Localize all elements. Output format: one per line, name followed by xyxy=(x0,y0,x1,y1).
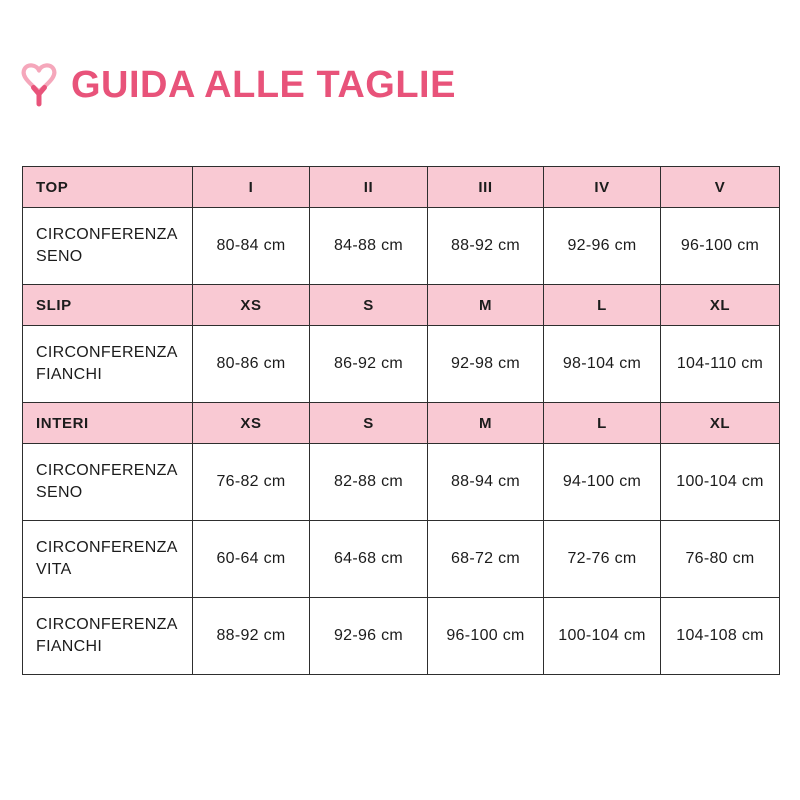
measurement-value-cell: 68-72 cm xyxy=(428,521,544,598)
size-column-header: II xyxy=(310,167,428,208)
measurement-value-cell: 92-98 cm xyxy=(428,326,544,403)
measurement-value-cell: 100-104 cm xyxy=(544,598,661,675)
measurement-row xyxy=(23,521,780,598)
measurement-value-cell: 88-92 cm xyxy=(428,208,544,285)
measurement-value-cell: 94-100 cm xyxy=(544,444,661,521)
section-title-cell: TOP xyxy=(23,167,193,208)
size-column-header: S xyxy=(310,285,428,326)
measurement-value-cell: 104-110 cm xyxy=(661,326,780,403)
measurement-value-cell: 88-94 cm xyxy=(428,444,544,521)
measurement-value-cell: 92-96 cm xyxy=(310,598,428,675)
measurement-value-cell: 92-96 cm xyxy=(544,208,661,285)
heart-y-logo-icon xyxy=(20,60,58,110)
section-title-cell: SLIP xyxy=(23,285,193,326)
measurement-row xyxy=(23,444,780,521)
measurement-value-cell: 76-80 cm xyxy=(661,521,780,598)
size-column-header: S xyxy=(310,403,428,444)
measurement-value-cell: 82-88 cm xyxy=(310,444,428,521)
size-guide-table-body xyxy=(23,167,780,675)
section-header-row xyxy=(23,403,780,444)
section-header-row xyxy=(23,285,780,326)
measurement-value-cell: 96-100 cm xyxy=(661,208,780,285)
measurement-value-cell: 84-88 cm xyxy=(310,208,428,285)
measurement-value-cell: 64-68 cm xyxy=(310,521,428,598)
section-header-row xyxy=(23,167,780,208)
measurement-value-cell: 80-84 cm xyxy=(193,208,310,285)
size-column-header: III xyxy=(428,167,544,208)
size-column-header: M xyxy=(428,285,544,326)
size-column-header: L xyxy=(544,403,661,444)
measurement-value-cell: 96-100 cm xyxy=(428,598,544,675)
size-column-header: L xyxy=(544,285,661,326)
size-column-header: XL xyxy=(661,285,780,326)
size-guide-table xyxy=(22,166,780,675)
size-column-header: XL xyxy=(661,403,780,444)
size-column-header: M xyxy=(428,403,544,444)
measurement-label-cell: CIRCONFERENZA SENO xyxy=(23,444,193,521)
measurement-value-cell: 86-92 cm xyxy=(310,326,428,403)
page-header xyxy=(0,0,800,110)
size-column-header: V xyxy=(661,167,780,208)
page-title: GUIDA ALLE TAGLIE xyxy=(71,64,456,106)
measurement-value-cell: 104-108 cm xyxy=(661,598,780,675)
measurement-label-cell: CIRCONFERENZA VITA xyxy=(23,521,193,598)
measurement-label-cell: CIRCONFERENZA FIANCHI xyxy=(23,598,193,675)
size-column-header: XS xyxy=(193,285,310,326)
section-title-cell: INTERI xyxy=(23,403,193,444)
measurement-row xyxy=(23,326,780,403)
size-column-header: IV xyxy=(544,167,661,208)
size-column-header: I xyxy=(193,167,310,208)
measurement-value-cell: 100-104 cm xyxy=(661,444,780,521)
measurement-value-cell: 76-82 cm xyxy=(193,444,310,521)
measurement-label-cell: CIRCONFERENZA FIANCHI xyxy=(23,326,193,403)
measurement-row xyxy=(23,208,780,285)
measurement-value-cell: 72-76 cm xyxy=(544,521,661,598)
size-column-header: XS xyxy=(193,403,310,444)
measurement-label-cell: CIRCONFERENZA SENO xyxy=(23,208,193,285)
measurement-value-cell: 98-104 cm xyxy=(544,326,661,403)
measurement-value-cell: 80-86 cm xyxy=(193,326,310,403)
measurement-value-cell: 88-92 cm xyxy=(193,598,310,675)
measurement-value-cell: 60-64 cm xyxy=(193,521,310,598)
measurement-row xyxy=(23,598,780,675)
